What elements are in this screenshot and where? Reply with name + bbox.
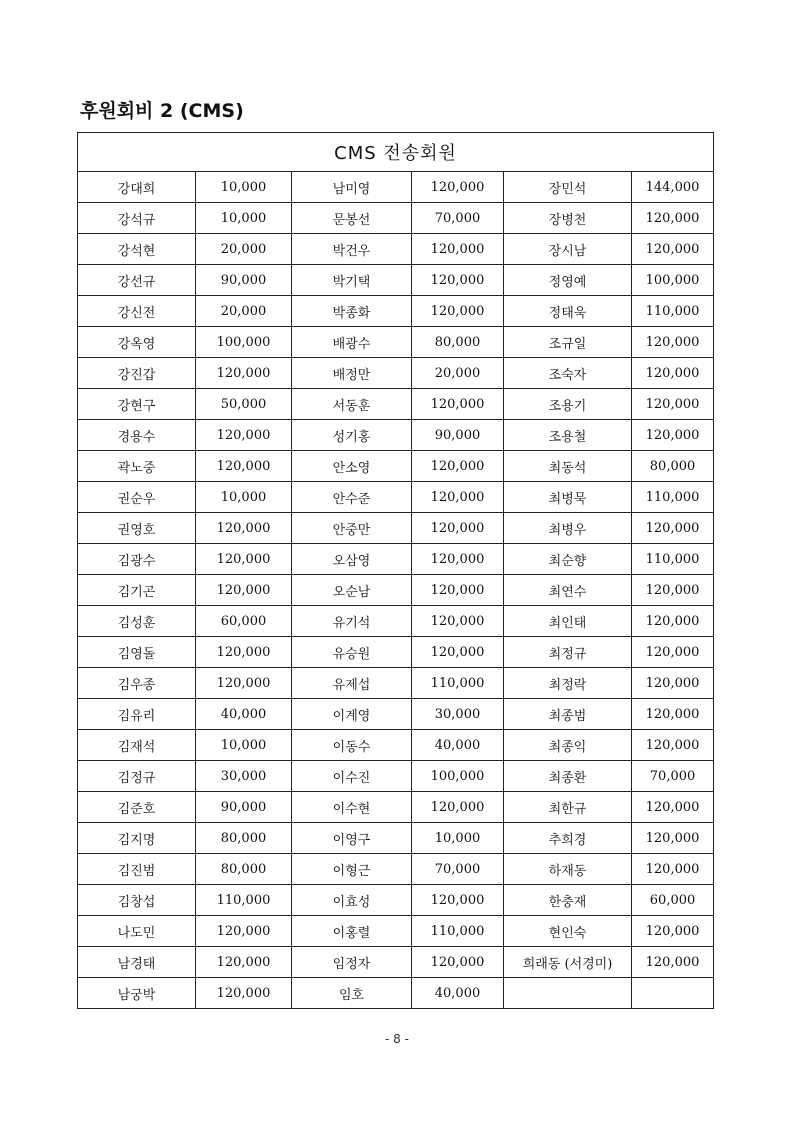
member-amount-cell: 120,000 bbox=[196, 575, 292, 606]
member-name-cell: 임정자 bbox=[292, 947, 412, 978]
member-amount-cell: 120,000 bbox=[412, 172, 504, 203]
member-name-cell: 안수준 bbox=[292, 482, 412, 513]
member-amount-cell: 120,000 bbox=[632, 854, 714, 885]
member-name-cell: 문봉선 bbox=[292, 203, 412, 234]
member-amount-cell: 120,000 bbox=[632, 699, 714, 730]
table-row bbox=[78, 885, 714, 916]
member-name-cell: 임호 bbox=[292, 978, 412, 1009]
member-amount-cell: 10,000 bbox=[196, 172, 292, 203]
table-row bbox=[78, 513, 714, 544]
member-amount-cell: 30,000 bbox=[196, 761, 292, 792]
member-name-cell: 조용기 bbox=[504, 389, 632, 420]
table-row bbox=[78, 420, 714, 451]
member-amount-cell: 120,000 bbox=[632, 234, 714, 265]
member-name-cell: 나도민 bbox=[78, 916, 196, 947]
member-name-cell: 희래동 (서경미) bbox=[504, 947, 632, 978]
member-name-cell: 배광수 bbox=[292, 327, 412, 358]
member-amount-cell: 120,000 bbox=[412, 885, 504, 916]
member-amount-cell: 120,000 bbox=[632, 668, 714, 699]
member-name-cell: 곽노중 bbox=[78, 451, 196, 482]
member-amount-cell: 120,000 bbox=[632, 358, 714, 389]
member-amount-cell: 70,000 bbox=[632, 761, 714, 792]
member-amount-cell: 60,000 bbox=[196, 606, 292, 637]
member-amount-cell: 100,000 bbox=[196, 327, 292, 358]
member-name-cell: 남궁박 bbox=[78, 978, 196, 1009]
member-name-cell: 최한규 bbox=[504, 792, 632, 823]
member-amount-cell: 120,000 bbox=[196, 544, 292, 575]
member-amount-cell: 10,000 bbox=[196, 482, 292, 513]
page-title: 후원회비 2 (CMS) bbox=[80, 100, 244, 122]
member-amount-cell: 120,000 bbox=[632, 203, 714, 234]
member-amount-cell: 120,000 bbox=[196, 916, 292, 947]
member-name-cell: 김기곤 bbox=[78, 575, 196, 606]
member-name-cell bbox=[504, 978, 632, 1009]
members-table-body bbox=[78, 133, 714, 1009]
member-name-cell: 정영예 bbox=[504, 265, 632, 296]
table-row bbox=[78, 730, 714, 761]
member-name-cell: 이수현 bbox=[292, 792, 412, 823]
member-name-cell: 추희경 bbox=[504, 823, 632, 854]
member-amount-cell: 120,000 bbox=[196, 947, 292, 978]
member-amount-cell: 100,000 bbox=[412, 761, 504, 792]
member-name-cell: 박건우 bbox=[292, 234, 412, 265]
member-name-cell: 강진갑 bbox=[78, 358, 196, 389]
member-amount-cell: 90,000 bbox=[196, 792, 292, 823]
table-row bbox=[78, 482, 714, 513]
member-amount-cell bbox=[632, 978, 714, 1009]
member-name-cell: 최병묵 bbox=[504, 482, 632, 513]
member-amount-cell: 120,000 bbox=[632, 327, 714, 358]
member-amount-cell: 20,000 bbox=[412, 358, 504, 389]
member-amount-cell: 80,000 bbox=[412, 327, 504, 358]
member-name-cell: 김성훈 bbox=[78, 606, 196, 637]
member-amount-cell: 120,000 bbox=[412, 234, 504, 265]
member-name-cell: 조용철 bbox=[504, 420, 632, 451]
member-amount-cell: 40,000 bbox=[412, 730, 504, 761]
member-name-cell: 김재석 bbox=[78, 730, 196, 761]
member-amount-cell: 120,000 bbox=[412, 575, 504, 606]
member-amount-cell: 120,000 bbox=[196, 451, 292, 482]
member-amount-cell: 120,000 bbox=[196, 668, 292, 699]
member-name-cell: 강현구 bbox=[78, 389, 196, 420]
page-number: - 8 - bbox=[385, 1032, 409, 1046]
member-amount-cell: 70,000 bbox=[412, 203, 504, 234]
member-name-cell: 김광수 bbox=[78, 544, 196, 575]
member-name-cell: 최병우 bbox=[504, 513, 632, 544]
table-row bbox=[78, 606, 714, 637]
table-row bbox=[78, 544, 714, 575]
table-row bbox=[78, 854, 714, 885]
member-name-cell: 이동수 bbox=[292, 730, 412, 761]
member-amount-cell: 80,000 bbox=[632, 451, 714, 482]
member-name-cell: 최종익 bbox=[504, 730, 632, 761]
member-name-cell: 최정규 bbox=[504, 637, 632, 668]
member-amount-cell: 20,000 bbox=[196, 234, 292, 265]
member-amount-cell: 120,000 bbox=[632, 916, 714, 947]
member-amount-cell: 120,000 bbox=[412, 265, 504, 296]
table-row bbox=[78, 296, 714, 327]
member-amount-cell: 40,000 bbox=[412, 978, 504, 1009]
member-name-cell: 성기홍 bbox=[292, 420, 412, 451]
member-amount-cell: 120,000 bbox=[632, 730, 714, 761]
member-name-cell: 최인태 bbox=[504, 606, 632, 637]
table-row bbox=[78, 575, 714, 606]
member-name-cell: 조규일 bbox=[504, 327, 632, 358]
member-name-cell: 최동석 bbox=[504, 451, 632, 482]
member-name-cell: 한충재 bbox=[504, 885, 632, 916]
member-amount-cell: 110,000 bbox=[196, 885, 292, 916]
member-amount-cell: 20,000 bbox=[196, 296, 292, 327]
member-name-cell: 경용수 bbox=[78, 420, 196, 451]
member-amount-cell: 80,000 bbox=[196, 823, 292, 854]
member-name-cell: 유제섭 bbox=[292, 668, 412, 699]
member-name-cell: 권순우 bbox=[78, 482, 196, 513]
member-name-cell: 최정락 bbox=[504, 668, 632, 699]
member-amount-cell: 120,000 bbox=[632, 947, 714, 978]
table-caption: CMS 전송회원 bbox=[78, 133, 714, 172]
member-name-cell: 김지명 bbox=[78, 823, 196, 854]
member-name-cell: 김우종 bbox=[78, 668, 196, 699]
member-amount-cell: 120,000 bbox=[632, 575, 714, 606]
table-row bbox=[78, 916, 714, 947]
member-name-cell: 권영호 bbox=[78, 513, 196, 544]
member-amount-cell: 120,000 bbox=[412, 947, 504, 978]
table-row bbox=[78, 823, 714, 854]
member-name-cell: 김준호 bbox=[78, 792, 196, 823]
member-name-cell: 배정만 bbox=[292, 358, 412, 389]
table-row bbox=[78, 234, 714, 265]
member-amount-cell: 40,000 bbox=[196, 699, 292, 730]
table-row bbox=[78, 327, 714, 358]
member-amount-cell: 120,000 bbox=[412, 482, 504, 513]
member-name-cell: 이계영 bbox=[292, 699, 412, 730]
member-amount-cell: 120,000 bbox=[632, 513, 714, 544]
member-name-cell: 최종환 bbox=[504, 761, 632, 792]
member-amount-cell: 120,000 bbox=[632, 792, 714, 823]
table-row bbox=[78, 172, 714, 203]
member-amount-cell: 120,000 bbox=[196, 513, 292, 544]
member-name-cell: 박기택 bbox=[292, 265, 412, 296]
member-name-cell: 현인숙 bbox=[504, 916, 632, 947]
member-amount-cell: 120,000 bbox=[412, 296, 504, 327]
member-amount-cell: 144,000 bbox=[632, 172, 714, 203]
member-amount-cell: 120,000 bbox=[196, 420, 292, 451]
member-name-cell: 하재동 bbox=[504, 854, 632, 885]
member-name-cell: 안중만 bbox=[292, 513, 412, 544]
member-amount-cell: 10,000 bbox=[412, 823, 504, 854]
member-amount-cell: 10,000 bbox=[196, 730, 292, 761]
member-name-cell: 이영구 bbox=[292, 823, 412, 854]
member-name-cell: 오삼영 bbox=[292, 544, 412, 575]
member-amount-cell: 120,000 bbox=[632, 823, 714, 854]
member-name-cell: 안소영 bbox=[292, 451, 412, 482]
member-name-cell: 박종화 bbox=[292, 296, 412, 327]
table-row bbox=[78, 978, 714, 1009]
members-table bbox=[77, 132, 714, 1009]
member-name-cell: 김영돌 bbox=[78, 637, 196, 668]
member-amount-cell: 120,000 bbox=[412, 544, 504, 575]
member-name-cell: 정태욱 bbox=[504, 296, 632, 327]
member-name-cell: 오순남 bbox=[292, 575, 412, 606]
member-amount-cell: 50,000 bbox=[196, 389, 292, 420]
member-name-cell: 유기석 bbox=[292, 606, 412, 637]
member-name-cell: 장민석 bbox=[504, 172, 632, 203]
member-amount-cell: 120,000 bbox=[632, 389, 714, 420]
member-amount-cell: 120,000 bbox=[412, 792, 504, 823]
table-row bbox=[78, 203, 714, 234]
table-row bbox=[78, 389, 714, 420]
table-row bbox=[78, 699, 714, 730]
member-name-cell: 남미영 bbox=[292, 172, 412, 203]
member-amount-cell: 90,000 bbox=[412, 420, 504, 451]
member-amount-cell: 80,000 bbox=[196, 854, 292, 885]
member-name-cell: 김유리 bbox=[78, 699, 196, 730]
member-name-cell: 최종범 bbox=[504, 699, 632, 730]
member-name-cell: 이홍렬 bbox=[292, 916, 412, 947]
member-amount-cell: 110,000 bbox=[412, 668, 504, 699]
member-amount-cell: 120,000 bbox=[412, 451, 504, 482]
table-row bbox=[78, 761, 714, 792]
member-name-cell: 이효성 bbox=[292, 885, 412, 916]
member-name-cell: 최연수 bbox=[504, 575, 632, 606]
member-name-cell: 남경태 bbox=[78, 947, 196, 978]
member-amount-cell: 120,000 bbox=[412, 637, 504, 668]
member-name-cell: 장시남 bbox=[504, 234, 632, 265]
table-row bbox=[78, 358, 714, 389]
member-name-cell: 강대희 bbox=[78, 172, 196, 203]
table-row bbox=[78, 451, 714, 482]
member-amount-cell: 120,000 bbox=[196, 637, 292, 668]
member-name-cell: 김진범 bbox=[78, 854, 196, 885]
member-amount-cell: 110,000 bbox=[632, 544, 714, 575]
member-name-cell: 강옥영 bbox=[78, 327, 196, 358]
member-amount-cell: 30,000 bbox=[412, 699, 504, 730]
member-amount-cell: 120,000 bbox=[632, 637, 714, 668]
member-name-cell: 서동훈 bbox=[292, 389, 412, 420]
member-amount-cell: 100,000 bbox=[632, 265, 714, 296]
member-name-cell: 김창섭 bbox=[78, 885, 196, 916]
member-name-cell: 조숙자 bbox=[504, 358, 632, 389]
member-amount-cell: 60,000 bbox=[632, 885, 714, 916]
member-name-cell: 유승원 bbox=[292, 637, 412, 668]
member-amount-cell: 110,000 bbox=[632, 296, 714, 327]
member-amount-cell: 120,000 bbox=[196, 358, 292, 389]
table-row bbox=[78, 637, 714, 668]
member-name-cell: 강석규 bbox=[78, 203, 196, 234]
member-amount-cell: 120,000 bbox=[632, 420, 714, 451]
member-amount-cell: 110,000 bbox=[412, 916, 504, 947]
table-caption-row bbox=[78, 133, 714, 172]
member-amount-cell: 120,000 bbox=[632, 606, 714, 637]
member-name-cell: 장병천 bbox=[504, 203, 632, 234]
member-amount-cell: 120,000 bbox=[412, 606, 504, 637]
member-name-cell: 김정규 bbox=[78, 761, 196, 792]
member-amount-cell: 90,000 bbox=[196, 265, 292, 296]
table-row bbox=[78, 792, 714, 823]
table-row bbox=[78, 265, 714, 296]
member-amount-cell: 110,000 bbox=[632, 482, 714, 513]
member-name-cell: 강신전 bbox=[78, 296, 196, 327]
member-name-cell: 이형근 bbox=[292, 854, 412, 885]
member-amount-cell: 120,000 bbox=[196, 978, 292, 1009]
member-amount-cell: 10,000 bbox=[196, 203, 292, 234]
member-name-cell: 강선규 bbox=[78, 265, 196, 296]
member-amount-cell: 120,000 bbox=[412, 513, 504, 544]
member-name-cell: 이수진 bbox=[292, 761, 412, 792]
member-amount-cell: 120,000 bbox=[412, 389, 504, 420]
table-row bbox=[78, 668, 714, 699]
member-name-cell: 강석현 bbox=[78, 234, 196, 265]
member-amount-cell: 70,000 bbox=[412, 854, 504, 885]
member-name-cell: 최순향 bbox=[504, 544, 632, 575]
table-row bbox=[78, 947, 714, 978]
